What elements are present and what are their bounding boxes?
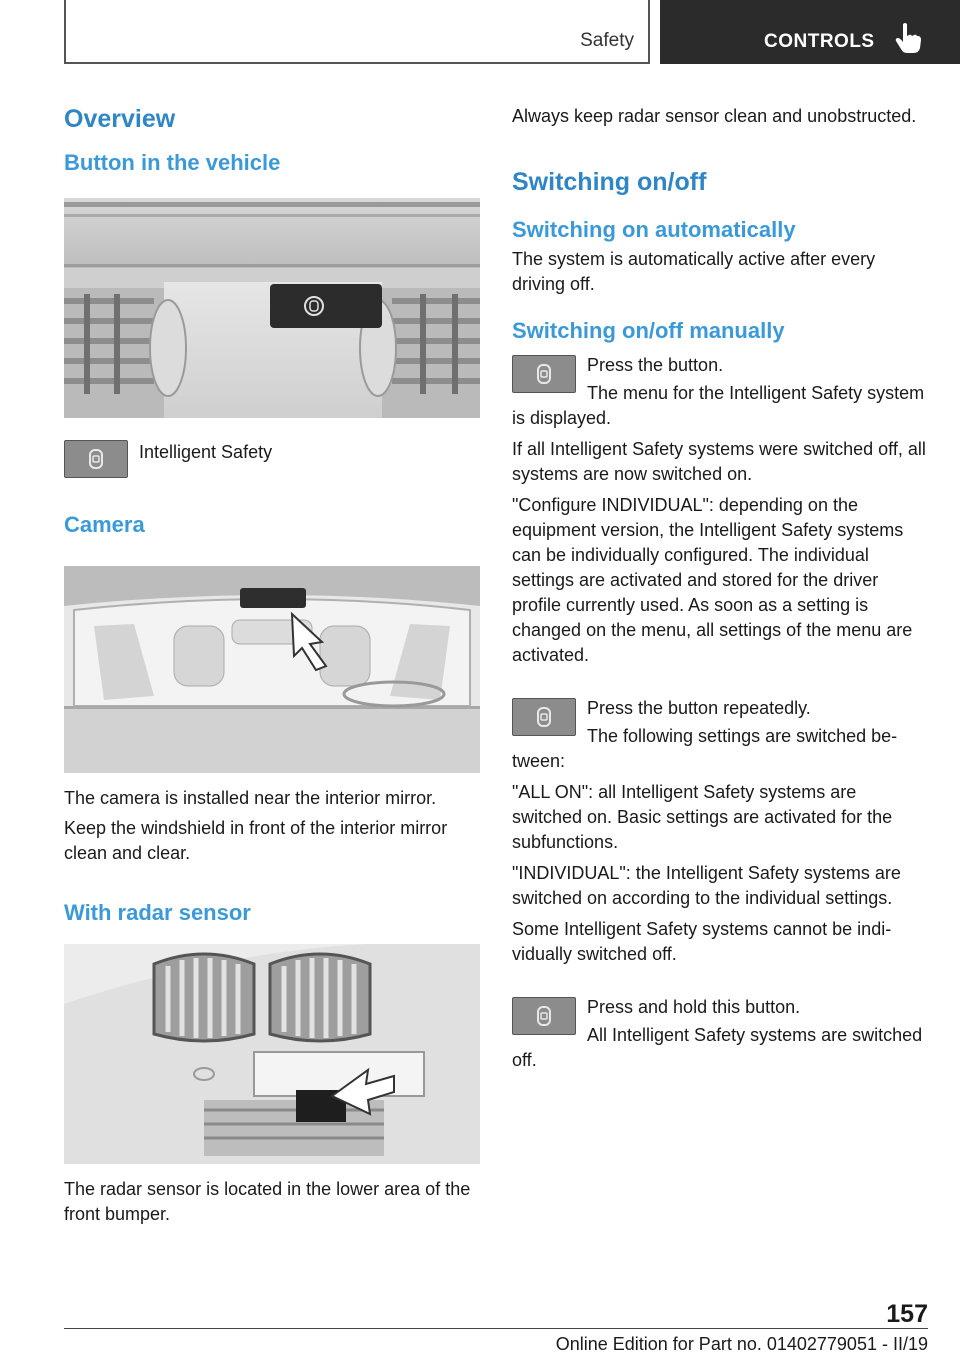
step1-result: The menu for the Intelligent Safety system is displayed.	[512, 382, 925, 428]
switching-auto-heading: Switching on automatically	[512, 217, 796, 242]
camera-location-text: The camera is installed near the interior mirror.	[64, 787, 437, 808]
step2-result: The following settings are switched between:	[512, 725, 898, 771]
camera-keep-clear-text: Keep the windshield in front of the interior mirror clean and clear.	[64, 817, 448, 863]
intelligent-safety-button-icon	[512, 698, 576, 736]
step2-action: Press the button repeatedly.	[587, 697, 811, 718]
camera-heading: Camera	[64, 512, 145, 538]
right-column	[512, 100, 928, 1073]
configure-individual-text: "Configure INDIVIDUAL": depending on the equipment version, the Intelligent Safety systems can be individually configured. The individual settings are activated and stored for the driver profile currently used. As soon as a setting is changed on the menu, all settings of the menu are activated.	[512, 494, 913, 665]
footer-divider	[64, 1328, 928, 1329]
left-column	[64, 100, 480, 1227]
intelligent-safety-button-icon	[512, 355, 576, 393]
radar-clean-text: Always keep radar sensor clean and unobstructed.	[512, 106, 917, 126]
switching-heading: Switching on/off	[512, 168, 707, 196]
step-press-button	[512, 353, 928, 431]
radar-location-text: The radar sensor is located in the lower area of the front bumper.	[64, 1179, 471, 1225]
front-bumper-radar-image	[64, 944, 480, 1164]
page-number: 157	[886, 1300, 928, 1328]
all-on-text: "ALL ON": all Intelligent Safety systems are switched on. Basic settings are activated for the subfunctions.	[512, 781, 893, 852]
pointing-hand-icon	[894, 22, 922, 54]
overview-heading: Overview	[64, 105, 176, 133]
footer-edition: Online Edition for Part no. 01402779051 - II/19	[555, 1334, 928, 1354]
step-press-hold	[512, 995, 928, 1073]
step3-action: Press and hold this button.	[587, 996, 801, 1017]
step1-action: Press the button.	[587, 354, 724, 375]
step3-result: All Intelligent Safety systems are switched off.	[512, 1024, 923, 1070]
individual-text: "INDIVIDUAL": the Intelligent Safety systems are switched on according to the individual settings.	[512, 862, 901, 908]
switching-manual-heading: Switching on/off manually	[512, 318, 785, 344]
intelligent-safety-button-icon	[64, 440, 128, 478]
dashboard-button-image	[64, 198, 480, 418]
intelligent-safety-caption: Intelligent Safety	[139, 442, 273, 463]
header-section-box	[64, 0, 650, 64]
intelligent-safety-button-icon	[512, 997, 576, 1035]
intelligent-safety-button-row	[64, 440, 480, 480]
interior-camera-image	[64, 566, 480, 773]
header-chapter-box	[660, 0, 960, 64]
step-press-repeatedly	[512, 696, 928, 774]
radar-sensor-heading: With radar sensor	[64, 899, 251, 925]
header-chapter-title: CONTROLS	[764, 31, 875, 52]
switching-auto-text: The system is automatically active after every driving off.	[512, 249, 876, 295]
header-section-title: Safety	[580, 30, 634, 51]
some-systems-text: Some Intelligent Safety systems cannot be individually switched off.	[512, 918, 892, 964]
all-off-text: If all Intelligent Safety systems were switched off, all systems are now switched on.	[512, 438, 926, 484]
button-in-vehicle-heading: Button in the vehicle	[64, 150, 281, 175]
